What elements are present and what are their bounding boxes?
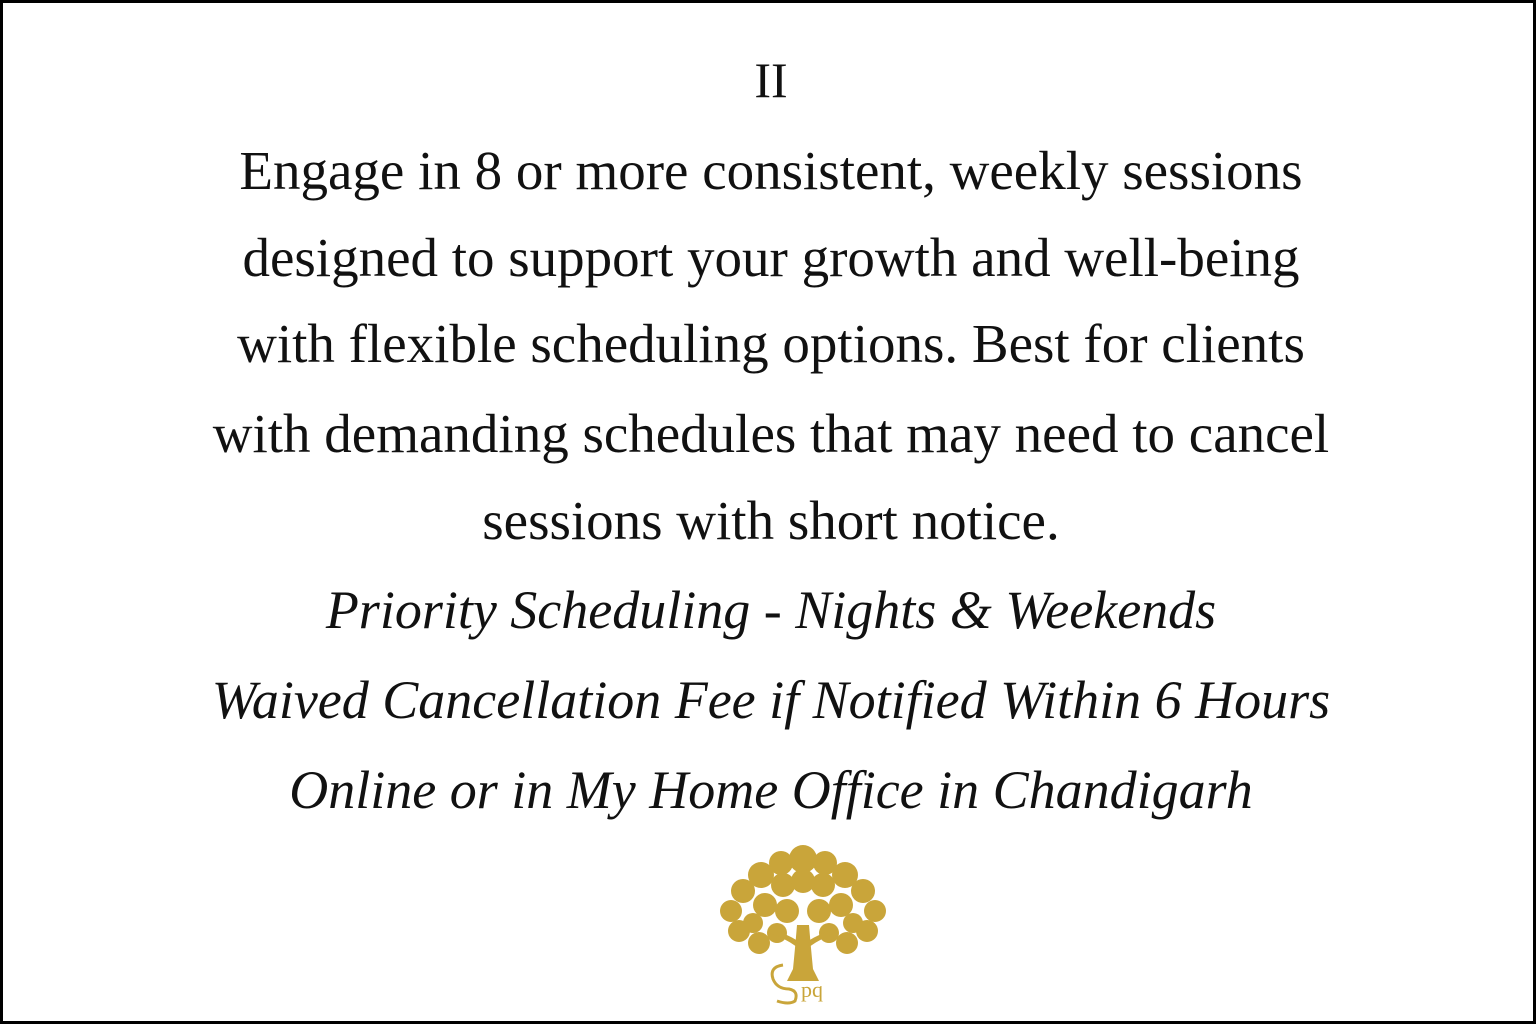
tree-icon (703, 829, 903, 1005)
description-line-4: with demanding schedules that may need to cancel (212, 403, 1330, 464)
description-line-1: Engage in 8 or more consistent, weekly sessions (239, 140, 1303, 201)
tree-trunk (787, 925, 819, 981)
logo-monogram: pq (801, 977, 823, 1002)
description-line-2: designed to support your growth and well-being (242, 227, 1300, 288)
feature-waived-cancellation: Waived Cancellation Fee if Notified Within 6 Hours (211, 670, 1331, 730)
feature-priority-scheduling: Priority Scheduling - Nights & Weekends (325, 580, 1217, 640)
tier-numeral: II (754, 52, 788, 108)
description-line-5: sessions with short notice. (482, 490, 1060, 551)
feature-location: Online or in My Home Office in Chandigarh (289, 760, 1253, 820)
description-line-3: with flexible scheduling options. Best for clients (237, 313, 1305, 374)
